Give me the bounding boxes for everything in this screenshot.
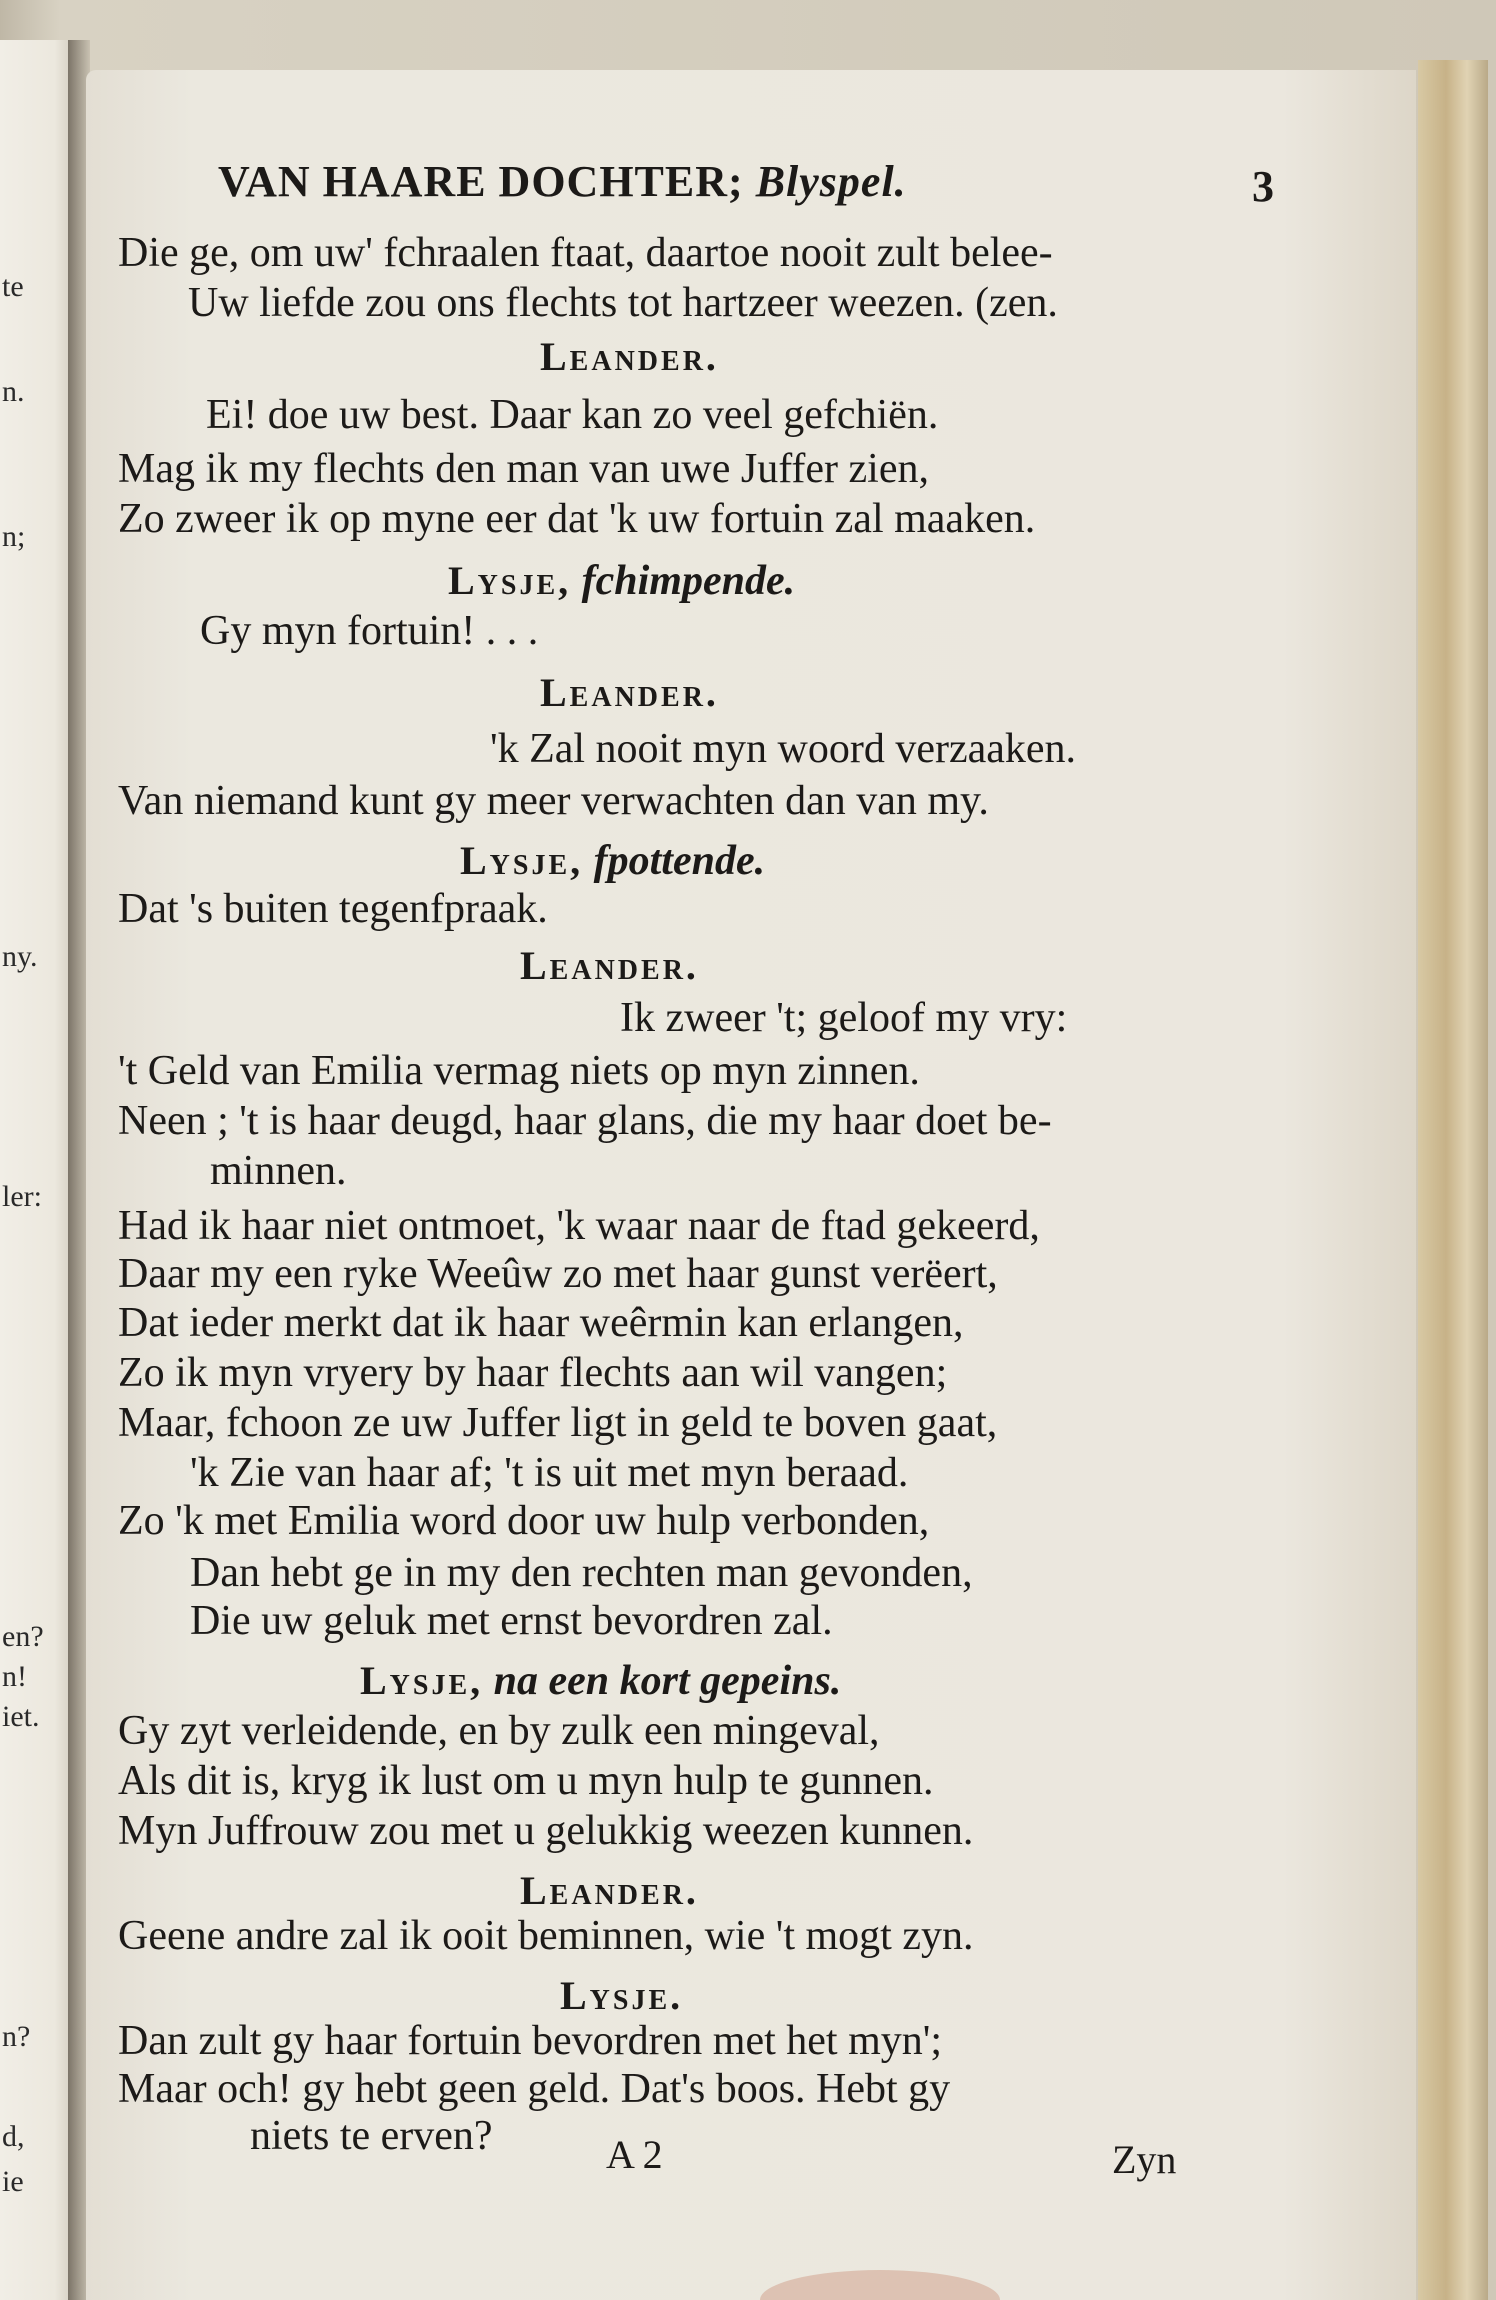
speaker-heading	[540, 672, 719, 714]
left-page-fragment: en?	[2, 1620, 44, 1653]
left-page-fragment: iet.	[2, 1700, 40, 1733]
verse-line: Geene andre zal ik ooit beminnen, wie 't mogt zyn.	[118, 1913, 974, 1959]
verse-line: minnen.	[210, 1148, 347, 1194]
speaker-heading	[360, 1660, 841, 1702]
left-page-fragment: n;	[2, 520, 26, 553]
stage-direction: fchimpende.	[581, 558, 796, 604]
left-page-fragment: ny.	[2, 940, 38, 973]
speaker-heading	[520, 945, 699, 987]
verse-line: Myn Juffrouw zou met u gelukkig weezen kunnen.	[118, 1808, 974, 1854]
left-page-fragment: ler:	[2, 1180, 42, 1213]
catchword: Zyn	[1112, 2137, 1177, 2182]
verse-line: Uw liefde zou ons flechts tot hartzeer weezen. (zen.	[188, 280, 1058, 326]
speaker-name: Lysje,	[460, 838, 584, 883]
verse-line: Die ge, om uw' fchraalen ftaat, daartoe nooit zult belee-	[118, 230, 1053, 276]
header-genre: Blyspel.	[755, 157, 907, 206]
left-page-fragment: ie	[2, 2165, 24, 2198]
verse-line: Zo 'k met Emilia word door uw hulp verbonden,	[118, 1498, 930, 1544]
speaker-name: Leander.	[540, 334, 719, 379]
verse-line: 'k Zal nooit myn woord verzaaken.	[490, 726, 1077, 772]
stage-direction: fpottende.	[593, 838, 766, 884]
stage-direction: na een kort gepeins.	[493, 1658, 842, 1704]
running-header	[218, 157, 907, 206]
verse-line: Die uw geluk met ernst bevordren zal.	[190, 1598, 833, 1644]
verse-line: Zo ik myn vryery by haar flechts aan wil vangen;	[118, 1350, 948, 1396]
verse-line: Gy zyt verleidende, en by zulk een mingeval,	[118, 1708, 880, 1754]
left-page-fragment: n?	[2, 2020, 31, 2053]
speaker-name: Leander.	[540, 670, 719, 715]
speaker-heading	[460, 840, 765, 882]
verse-line: Dat 's buiten tegenfpraak.	[118, 886, 548, 932]
verse-line: Van niemand kunt gy meer verwachten dan van my.	[118, 778, 989, 824]
speaker-heading	[560, 1975, 683, 2017]
speaker-heading	[448, 560, 795, 602]
verse-line: Dan hebt ge in my den rechten man gevonden,	[190, 1550, 973, 1596]
verse-line: Zo zweer ik op myne eer dat 'k uw fortuin zal maaken.	[118, 496, 1036, 542]
speaker-name: Lysje.	[560, 1973, 684, 2018]
left-page-fragment: n!	[2, 1660, 27, 1693]
verse-line: Maar och! gy hebt geen geld. Dat's boos. Hebt gy	[118, 2066, 951, 2112]
verse-line: Dan zult gy haar fortuin bevordren met het myn';	[118, 2018, 942, 2064]
verse-line: Maar, fchoon ze uw Juffer ligt in geld te boven gaat,	[118, 1400, 998, 1446]
verse-line: Als dit is, kryg ik lust om u myn hulp te gunnen.	[118, 1758, 934, 1804]
speaker-heading	[520, 1870, 699, 1912]
left-page-fragment: n.	[2, 375, 25, 408]
verse-line: Had ik haar niet ontmoet, 'k waar naar de ftad gekeerd,	[118, 1203, 1040, 1249]
verse-line: Daar my een ryke Weeûw zo met haar gunst verëert,	[118, 1251, 998, 1297]
speaker-name: Lysje,	[360, 1658, 484, 1703]
page-number: 3	[1252, 162, 1274, 211]
verse-line: Ei! doe uw best. Daar kan zo veel gefchiën.	[206, 392, 939, 438]
left-page-fragment: te	[2, 270, 24, 303]
verse-line: Ik zweer 't; geloof my vry:	[620, 995, 1068, 1041]
header-title: VAN HAARE DOCHTER;	[218, 157, 744, 206]
verse-line: Neen ; 't is haar deugd, haar glans, die my haar doet be-	[118, 1098, 1052, 1144]
verse-line: Dat ieder merkt dat ik haar weêrmin kan erlangen,	[118, 1300, 964, 1346]
signature-mark: A 2	[606, 2132, 663, 2177]
left-page-fragment: d,	[2, 2120, 25, 2153]
speaker-name: Leander.	[520, 1868, 699, 1913]
verse-line: 't Geld van Emilia vermag niets op myn zinnen.	[118, 1048, 920, 1094]
speaker-name: Leander.	[520, 943, 699, 988]
verse-line: Mag ik my flechts den man van uwe Juffer zien,	[118, 446, 929, 492]
speaker-name: Lysje,	[448, 558, 572, 603]
speaker-heading	[540, 336, 719, 378]
verse-line: Gy myn fortuin! . . .	[200, 608, 539, 654]
verse-line: niets te erven?	[250, 2113, 493, 2159]
verse-line: 'k Zie van haar af; 't is uit met myn beraad.	[190, 1450, 909, 1496]
